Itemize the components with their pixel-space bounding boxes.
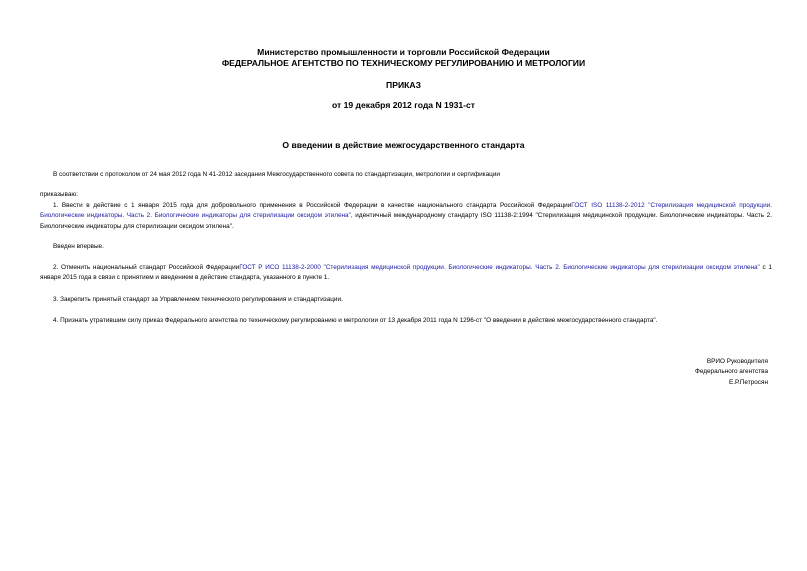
signature-name: Е.Р.Петросян (728, 378, 768, 386)
item-1-paragraph (40, 201, 772, 232)
agency-name: ФЕДЕРАЛЬНОЕ АГЕНТСТВО ПО ТЕХНИЧЕСКОМУ РЕГУЛИРОВАНИЮ И МЕТРОЛОГИИ (221, 57, 586, 68)
document-header (0, 47, 807, 68)
item-2-text-before: 2. Отменить национальный стандарт Российской Федерации (53, 264, 240, 271)
item-1-text-before: 1. Ввести в действие с 1 января 2015 года для добровольного применения в Российской Федерации в качестве национального стандарта Российской Федерации (53, 202, 572, 209)
item-1-text-after: , идентичный международному стандарту ISO 11138-2:1994 "Стерилизация медицинской продукции. Биологические индикаторы. Часть 2. Биологические индикаторы для стерилизации оксидом этилена". (40, 212, 772, 230)
document-subject: О введении в действие межгосударственного стандарта (282, 140, 525, 150)
item-4-paragraph: 4. Признать утратившим силу приказ Федерального агентства по техническому регулированию и метрологии от 13 декабря 2011 года N 1296-ст "О введении в действие межгосударственного стандарта". (53, 317, 658, 324)
signature-position: ВРИО Руководителя (706, 358, 768, 365)
signature-agency: Федерального агентства (694, 368, 768, 376)
signature-block (560, 357, 768, 388)
ministry-name: Министерство промышленности и торговли Российской Федерации (257, 47, 550, 57)
order-word: приказываю: (40, 191, 78, 198)
document-type: ПРИКАЗ (386, 80, 421, 90)
item-1-standard-link[interactable]: ГОСТ ISO 11138-2-2012 "Стерилизация медицинской продукции. Биологические индикаторы. Часть 2. Биологические индикаторы для стерилизации оксидом этилена" (40, 202, 772, 220)
document-date-number: от 19 декабря 2012 года N 1931-ст (331, 100, 476, 110)
protocol-paragraph: В соответствии с протоколом от 24 мая 2012 года N 41-2012 заседания Межгосударственного совета по стандартизации, метрологии и сертификации (53, 171, 500, 178)
item-3-paragraph: 3. Закрепить принятый стандарт за Управлением технического регулирования и стандартизации. (53, 296, 343, 303)
item-2-paragraph (40, 263, 772, 284)
item-2-text-after: с 1 января 2015 года в связи с принятием и введением в действие стандарта, указанного в пункте 1. (40, 264, 772, 282)
first-time-note: Введен впервые. (53, 243, 104, 250)
item-2-standard-link[interactable]: ГОСТ Р ИСО 11138-2-2000 "Стерилизация медицинской продукции. Биологические индикаторы. Часть 2. Биологические индикаторы для стерилизации оксидом этилена" (239, 264, 760, 271)
